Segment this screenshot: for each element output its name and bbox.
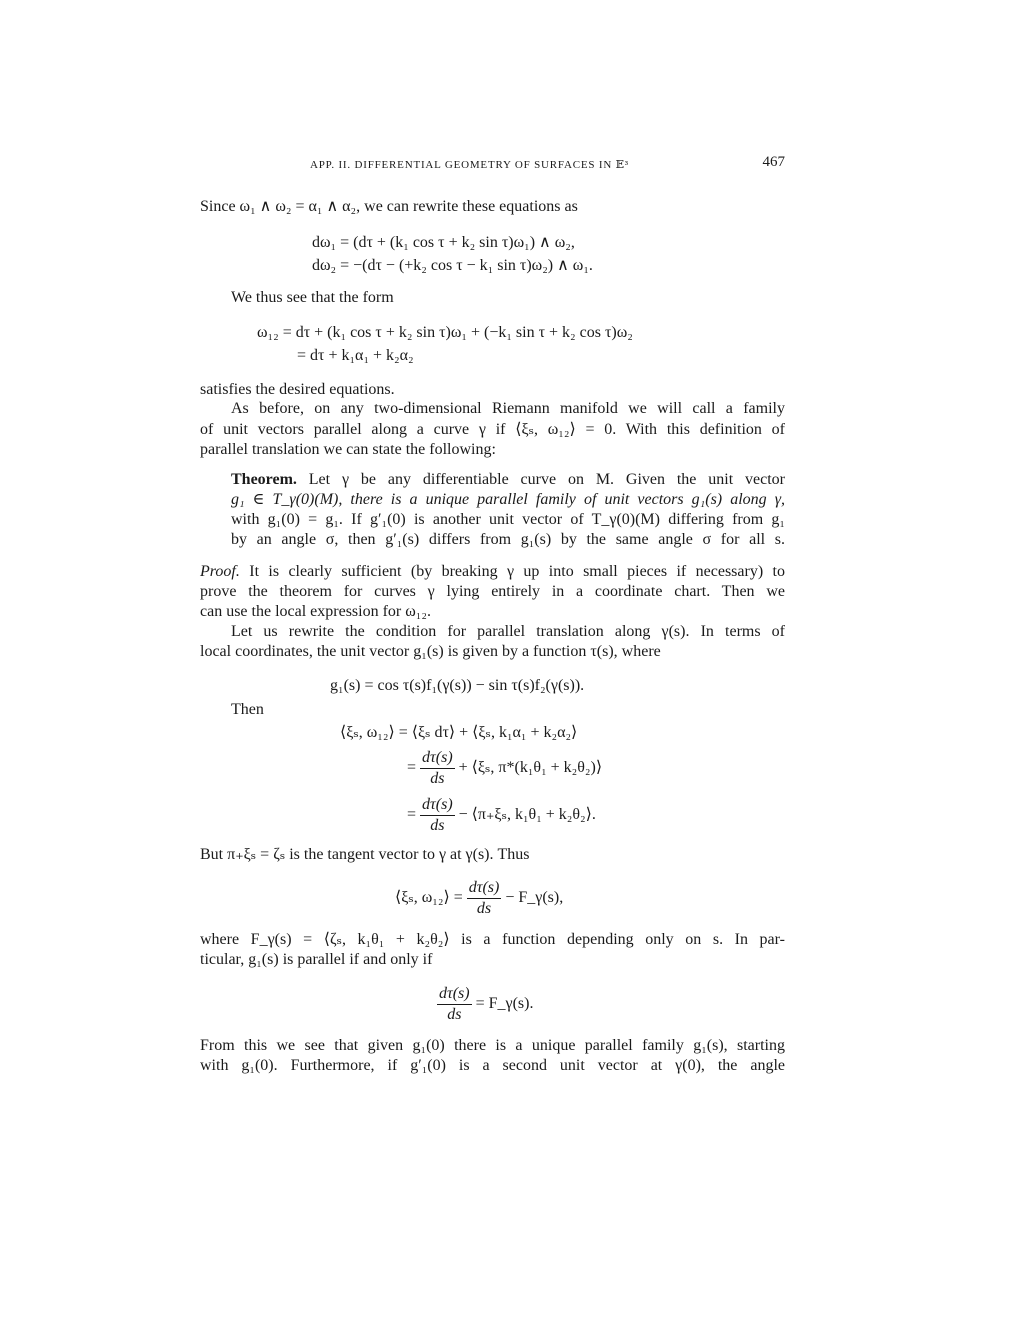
theorem-line [231, 470, 785, 490]
text-line: satisfies the desired equations. [200, 381, 395, 398]
text-line: Let us rewrite the condition for parallel translation along γ(s). In terms of [231, 623, 785, 640]
equation-rest: + ⟨ξₛ, π*(k₁θ₁ + k₂θ₂)⟩ [458, 759, 603, 777]
equation-right: − F_γ(s), [505, 889, 564, 907]
page-number: 467 [762, 154, 785, 170]
fraction [437, 984, 472, 1025]
equation-line: = dτ + k₁α₁ + k₂α₂ [297, 347, 414, 364]
fraction-numerator: dτ(s) [420, 748, 455, 769]
proof-line [200, 562, 785, 582]
proof-label: Proof. [200, 563, 240, 580]
fraction-numerator: dτ(s) [437, 984, 472, 1005]
equation-line [395, 878, 563, 919]
theorem-text: Let γ be any differentiable curve on M. Given the unit vector [296, 471, 785, 488]
fraction-denominator: ds [430, 817, 445, 834]
equation-left: ⟨ξₛ, ω₁₂⟩ = [395, 889, 463, 907]
equation-line [437, 984, 533, 1025]
equation-line: dω₂ = −(dτ − (+k₂ cos τ − k₁ sin τ)ω₂) ∧ ω₁. [312, 257, 593, 274]
equation-rest: − ⟨π₊ξₛ, k₁θ₁ + k₂θ₂⟩. [458, 806, 596, 824]
fraction [420, 748, 455, 789]
equation-line: ⟨ξₛ, ω₁₂⟩ = ⟨ξₛ dτ⟩ + ⟨ξₛ, k₁α₁ + k₂α₂⟩ [340, 724, 578, 741]
theorem-line: with g₁(0) = g₁. If g′₁(0) is another unit vector of T_γ(0)(M) differing from g₁ [231, 511, 785, 528]
fraction-denominator: ds [476, 900, 492, 917]
text-line: From this we see that given g₁(0) there is a unique parallel family g₁(s), starting [200, 1037, 785, 1054]
text-line: ticular, g₁(s) is parallel if and only if [200, 951, 433, 968]
equals-sign: = [407, 759, 421, 777]
fraction-denominator: ds [430, 770, 445, 787]
text-line: local coordinates, the unit vector g₁(s) is given by a function τ(s), where [200, 643, 661, 660]
theorem-line: by an angle σ, then g′₁(s) differs from g₁(s) by the same angle σ for all s. [231, 531, 785, 548]
text-line: parallel translation we can state the following: [200, 441, 496, 458]
fraction-numerator: dτ(s) [420, 795, 455, 816]
equation-line [407, 795, 596, 836]
fraction-denominator: ds [447, 1006, 462, 1023]
text-line: We thus see that the form [231, 289, 394, 306]
proof-line: can use the local expression for ω₁₂. [200, 603, 431, 620]
text-line: where F_γ(s) = ⟨ζₛ, k₁θ₁ + k₂θ₂⟩ is a function depending only on s. In par- [200, 931, 785, 948]
text-line: Since ω₁ ∧ ω₂ = α₁ ∧ α₂, we can rewrite these equations as [200, 198, 578, 215]
equation-line: dω₁ = (dτ + (k₁ cos τ + k₂ sin τ)ω₁) ∧ ω₂, [312, 234, 575, 251]
proof-line: prove the theorem for curves γ lying entirely in a coordinate chart. Then we [200, 583, 785, 600]
theorem-line: g₁ ∈ T_γ(0)(M), there is a unique parallel family of unit vectors g₁(s) along γ, [231, 491, 785, 508]
running-head-title: APP. II. DIFFERENTIAL GEOMETRY OF SURFACES IN 𝔼³ [310, 159, 629, 171]
equals-sign: = [407, 806, 421, 824]
equation-line [407, 748, 602, 789]
theorem-label: Theorem. [231, 471, 297, 488]
fraction-numerator: dτ(s) [467, 878, 502, 899]
fraction [467, 878, 502, 919]
text-line: Then [231, 701, 264, 718]
fraction [420, 795, 455, 836]
running-head [310, 155, 785, 175]
equation-line: ω₁₂ = dτ + (k₁ cos τ + k₂ sin τ)ω₁ + (−k₁ sin τ + k₂ cos τ)ω₂ [257, 324, 633, 341]
equation-right: = F_γ(s). [475, 995, 534, 1013]
equation-line: g₁(s) = cos τ(s)f₁(γ(s)) − sin τ(s)f₂(γ(s)). [330, 677, 585, 694]
text-line: But π₊ξₛ = ζₛ is the tangent vector to γ at γ(s). Thus [200, 846, 530, 863]
text-line: with g₁(0). Furthermore, if g′₁(0) is a second unit vector at γ(0), the angle [200, 1057, 785, 1074]
text-line: of unit vectors parallel along a curve γ if ⟨ξₛ, ω₁₂⟩ = 0. With this definition of [200, 421, 785, 438]
text-line: As before, on any two-dimensional Riemann manifold we will call a family [231, 400, 785, 417]
proof-text: It is clearly sufficient (by breaking γ up into small pieces if necessary) to [239, 563, 785, 580]
